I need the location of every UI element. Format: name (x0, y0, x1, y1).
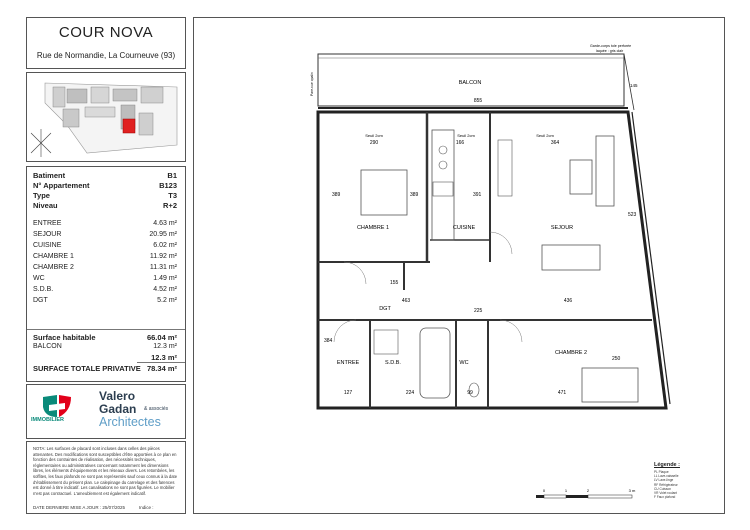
garde-corps-note: Garde-corps tole perforée (590, 44, 632, 48)
legend-item: LL Lave-vaisselle (654, 474, 679, 479)
dim-label: 471 (557, 390, 567, 396)
dim-label: 391 (473, 192, 482, 198)
dim-label: 855 (473, 98, 483, 104)
dim-label: 127 (343, 390, 353, 396)
summary-row: N° Appartement B123 (33, 181, 177, 190)
room-label-entree: ENTREE (336, 360, 360, 366)
update-date: DATE DERNIERE MISE A JOUR : 25/07/2025 (33, 505, 125, 510)
balcon-row: BALCON 12.3 m² (33, 343, 177, 350)
scale-label: 3 m (628, 488, 636, 493)
dim-label: 364 (550, 140, 560, 146)
room-label-sdb: S.D.B. (385, 360, 401, 366)
room-label-chambre1: CHAMBRE 1 (356, 225, 390, 231)
seuil-label: Seuil 2cm (457, 133, 475, 138)
room-row: CUISINE 6.02 m² (33, 242, 177, 249)
room-label-balcon: BALCON (458, 80, 482, 86)
annex-row: 12.3 m² (151, 353, 177, 362)
summary-row: Batiment B1 (33, 171, 177, 180)
pare-vue-note: Pare-vue opalin (310, 72, 314, 96)
scale-label: 2 (586, 488, 590, 493)
room-label-cuisine: CUISINE (452, 225, 476, 231)
dim-label: 250 (612, 356, 621, 362)
legend-item: CU Cuisson (654, 486, 672, 491)
valero-text: Valero (99, 389, 136, 403)
project-address: Rue de Normandie, La Courneuve (93) (36, 51, 176, 60)
architectes-text: Architectes (99, 415, 161, 429)
dim-label: 389 (332, 192, 341, 198)
dim-label: 463 (401, 298, 411, 304)
room-label-dgt: DGT (379, 306, 391, 312)
dim-label: 145 (630, 83, 638, 88)
room-row: WC 1.49 m² (33, 275, 177, 282)
room-row: SEJOUR 20.95 m² (33, 231, 177, 238)
legend-list (654, 470, 679, 499)
dim-label: 225 (474, 308, 483, 314)
project-title: COUR NOVA (58, 24, 154, 41)
seuil-label: Seuil 2cm (536, 133, 554, 138)
associes-text: & associés (144, 406, 169, 412)
habitable-row: Surface habitable 66.04 m² (33, 333, 177, 342)
dim-label: 99 (467, 390, 473, 396)
summary-row: Type T3 (33, 191, 177, 200)
room-row: ENTREE 4.63 m² (33, 220, 177, 227)
ca-immobilier-text: IMMOBILIER (31, 417, 64, 423)
dim-label: 436 (563, 298, 573, 304)
scale-label: 1 (564, 488, 568, 493)
room-row: CHAMBRE 2 11.31 m² (33, 264, 177, 271)
legend-item: LV Lave-linge (654, 478, 674, 483)
dim-label: 389 (410, 192, 419, 198)
scale-label: 0 (542, 488, 546, 493)
indice-label: Indice : (139, 505, 154, 510)
dim-label: 523 (628, 212, 637, 218)
dim-label: 290 (369, 140, 379, 146)
summary-row: Niveau R+2 (33, 201, 177, 210)
disclaimer-note: NOTA: Les surfaces de placard sont incluses dans celles des pièces attenantes. Des modifications sont susceptibles d'être apportées à ce plan en fonction des contraintes de réalisation, des nécessités techniques, réglementaires ou administratives concernant notamment les dimensions libres, les éléments d'équipements et les réseaux divers. Les retombées, les soffites, les faux plafonds ne sont pas représentés sauf ceux connus à la date d'établissement du présent plan. Le calepinage du carrelage et des faïences est donné à titre indicatif. Les canalisations ne sont pas figurées. Le mobilier n'est pas contractuel. L'ameublement est également indicatif. (33, 446, 178, 496)
dim-label: 166 (455, 140, 465, 146)
room-label-sejour: SEJOUR (550, 225, 574, 231)
room-label-chambre2: CHAMBRE 2 (554, 350, 588, 356)
total-row: SURFACE TOTALE PRIVATIVE 78.34 m² (33, 364, 177, 373)
scale-bar (536, 488, 636, 498)
room-row: CHAMBRE 1 11.92 m² (33, 253, 177, 260)
garde-corps-note: laquée : gris clair (596, 49, 624, 53)
dim-label: 224 (405, 390, 415, 396)
room-label-wc: WC (459, 360, 469, 366)
room-row: DGT 5.2 m² (33, 297, 177, 304)
legend-item: RF Réfrigérateur (654, 482, 678, 487)
gadan-text: Gadan (99, 402, 137, 416)
dim-label: 384 (324, 338, 333, 344)
dim-label: 155 (390, 280, 399, 286)
room-row: S.D.B. 4.52 m² (33, 286, 177, 293)
legend-item: VR Volet roulant (654, 491, 678, 496)
legend-item: PL Plaque (654, 470, 669, 474)
seuil-label: Seuil 2cm (365, 133, 383, 138)
legend-item: F Faux plafond (654, 495, 676, 500)
legend-title: Légende : (654, 462, 680, 468)
